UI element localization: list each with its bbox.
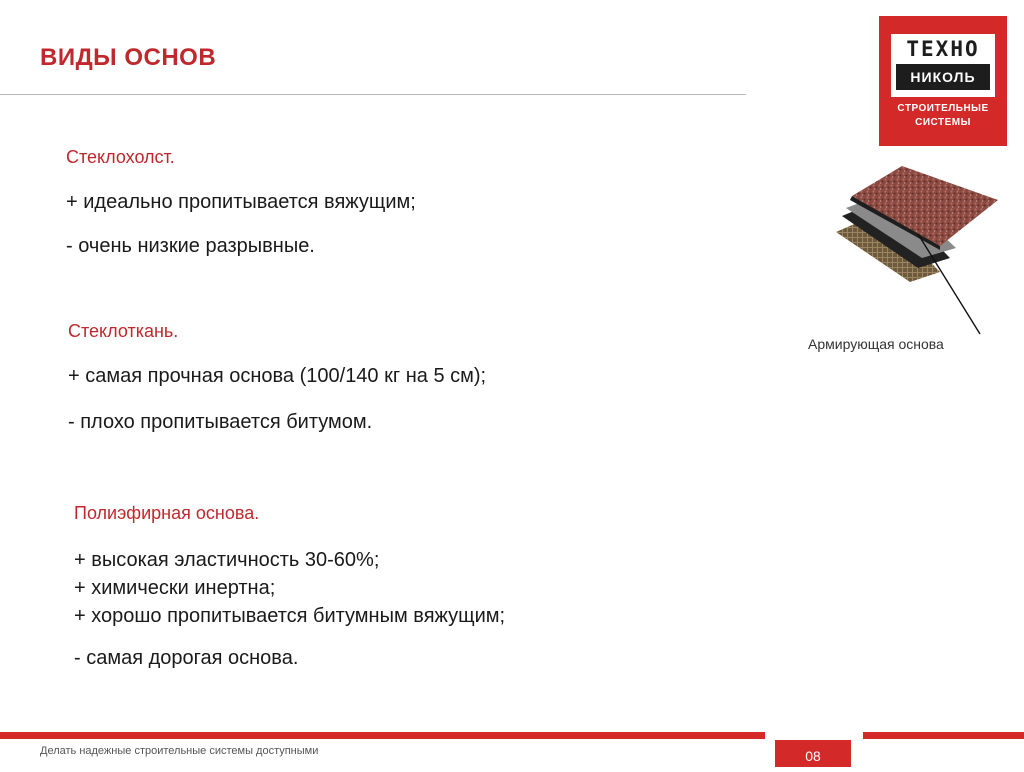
logo-subtitle: [879, 102, 1007, 130]
logo-plate: [891, 34, 995, 97]
section-line: - самая дорогая основа.: [74, 647, 299, 669]
illustration-caption: Армирующая основа: [808, 336, 944, 352]
section-polyester: [74, 502, 505, 670]
section-glass-fabric: [68, 320, 486, 434]
logo-line2: НИКОЛЬ: [896, 64, 990, 90]
section-line: + хорошо пропитывается битумным вяжущим;: [74, 605, 506, 627]
section-glass-mat: [66, 146, 416, 258]
page-title: ВИДЫ ОСНОВ: [40, 44, 217, 71]
section-line: + высокая эластичность 30-60%;: [74, 549, 380, 571]
page-number: 08: [775, 740, 851, 767]
section-line: - плохо пропитывается битумом.: [68, 411, 373, 433]
title-divider: [0, 94, 746, 95]
logo-subtitle-1: СТРОИТЕЛЬНЫЕ: [897, 103, 989, 114]
section-heading: Полиэфирная основа.: [74, 503, 260, 523]
section-heading: Стеклохолст.: [66, 147, 175, 167]
section-line: + химически инертна;: [74, 577, 276, 599]
footer-bar-left: [0, 732, 765, 739]
footer-bar-right: [863, 732, 1024, 739]
section-line: + самая прочная основа (100/140 кг на 5 см);: [68, 365, 487, 387]
logo-line1: ТЕХНО: [906, 37, 980, 61]
footer-tagline: Делать надежные строительные системы доступными: [40, 745, 319, 757]
section-line: - очень низкие разрывные.: [66, 235, 315, 257]
section-line: + идеально пропитывается вяжущим;: [66, 191, 416, 213]
logo-subtitle-2: СИСТЕМЫ: [915, 117, 971, 128]
roofing-layers-illustration: [830, 160, 1010, 350]
section-heading: Стеклоткань.: [68, 321, 179, 341]
logo: [879, 16, 1007, 146]
footer-bar: [0, 732, 1024, 739]
